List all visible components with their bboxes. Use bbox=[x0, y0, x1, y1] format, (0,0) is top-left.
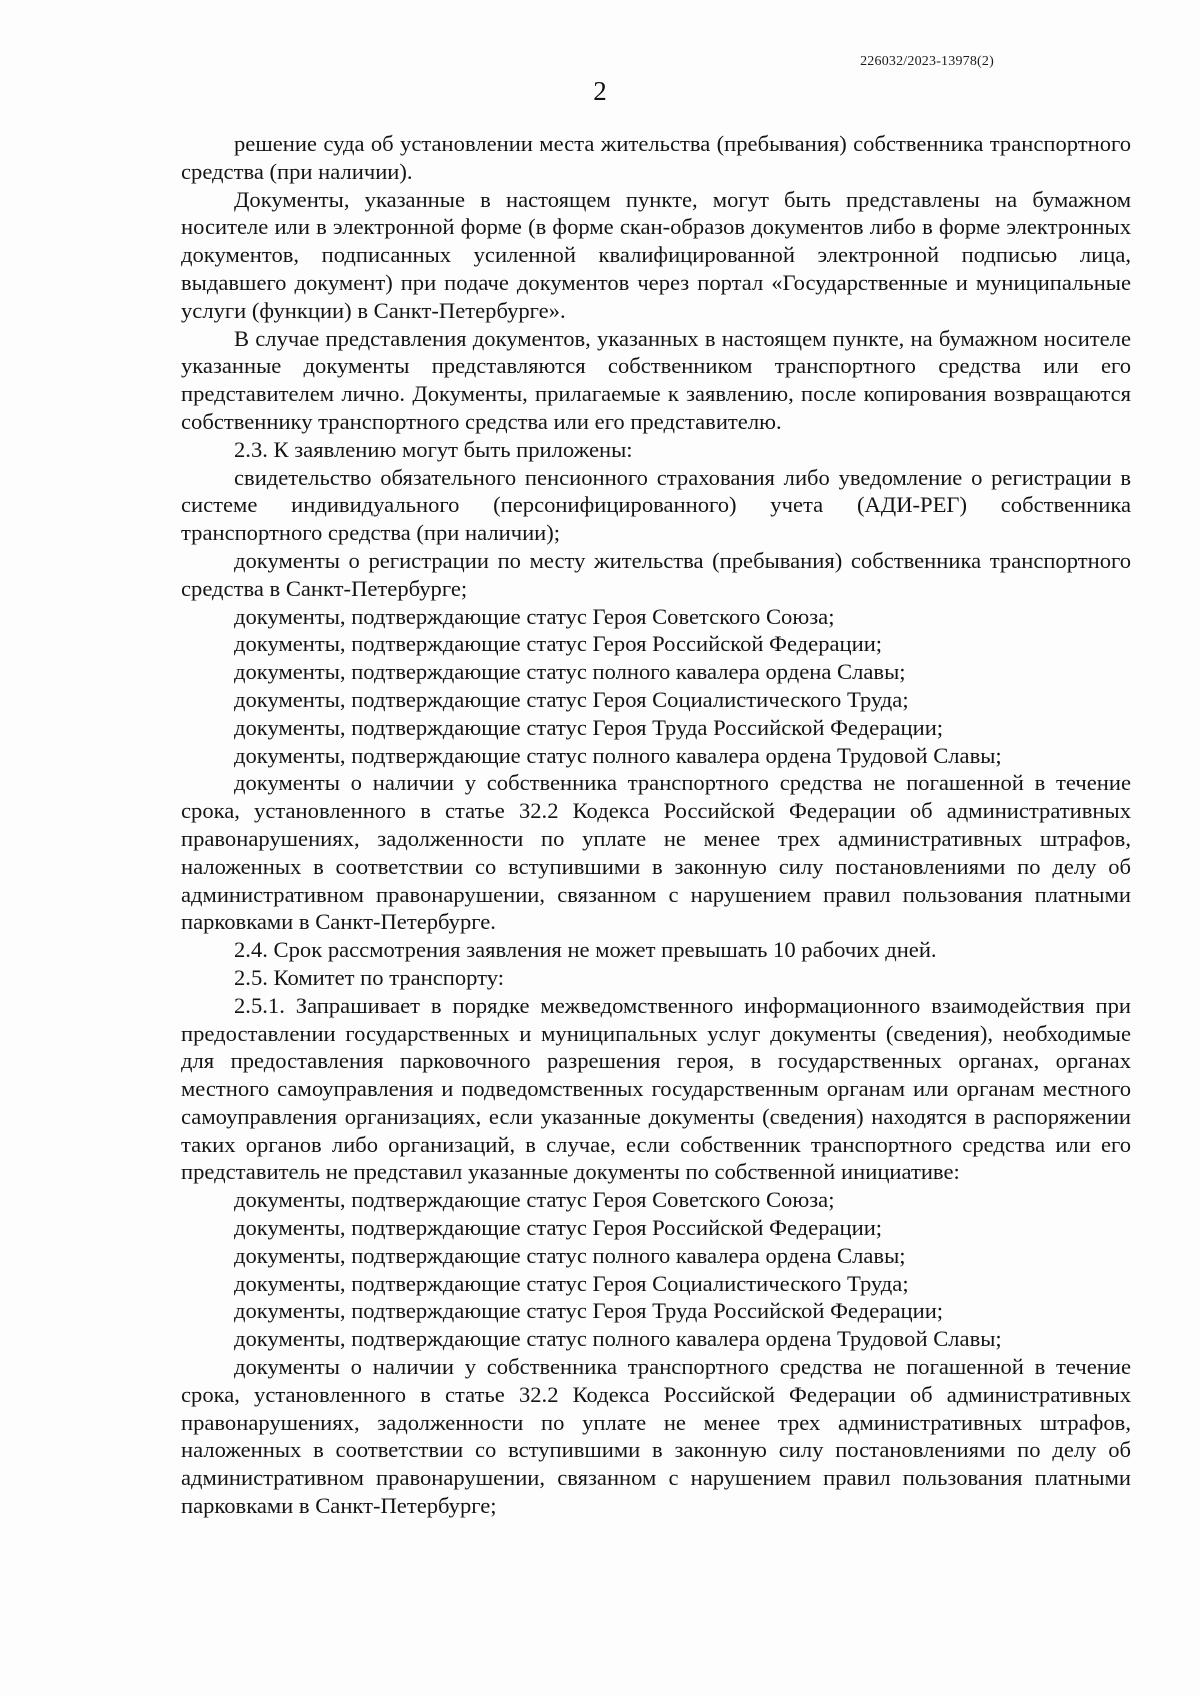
list-item: документы о наличии у собственника транспортного средства не погашенной в течение срока, установленного в статье 32.2 Кодекса Российской Федерации об административных правонарушениях, задолженности по уплате не менее трех административных штрафов, наложенных в соответствии со вступившими в законную силу постановлениями по делу об административном правонарушении, связанном с нарушением правил пользования платными парковками в Санкт-Петербурге. bbox=[181, 770, 1131, 935]
section-heading: 2.3. К заявлению могут быть приложены: bbox=[234, 436, 633, 462]
list-item: документы, подтверждающие статус полного кавалера ордена Трудовой Славы; bbox=[234, 742, 1002, 768]
list-item: свидетельство обязательного пенсионного страхования либо уведомление о регистрации в системе индивидуального (персонифицированного) учета (АДИ-РЕГ) собственника транспортного средства (при наличии); bbox=[181, 464, 1131, 546]
section-heading: 2.4. Срок рассмотрения заявления не может превышать 10 рабочих дней. bbox=[234, 937, 937, 963]
list-item: документы, подтверждающие статус Героя Социалистического Труда; bbox=[234, 686, 909, 712]
page-number: 2 bbox=[593, 76, 607, 106]
list-item: документы, подтверждающие статус полного кавалера ордена Славы; bbox=[234, 659, 906, 685]
document-body bbox=[181, 130, 1131, 1520]
list-item: документы, подтверждающие статус Героя Советского Союза; bbox=[234, 1187, 835, 1213]
list-item: документы, подтверждающие статус полного кавалера ордена Славы; bbox=[234, 1242, 906, 1268]
paragraph: В случае представления документов, указанных в настоящем пункте, на бумажном носителе указанные документы представляются собственником транспортного средства или его представителем лично. Документы, прилагаемые к заявлению, после копирования возвращаются собственнику транспортного средства или его представителю. bbox=[181, 325, 1131, 434]
list-item: документы, подтверждающие статус Героя Советского Союза; bbox=[234, 603, 835, 629]
paragraph: 2.5.1. Запрашивает в порядке межведомственного информационного взаимодействия при предоставлении государственных и муниципальных услуг документы (сведения), необходимые для предоставления парковочного разрешения героя, в государственных органах, органах местного самоуправления и подведомственных государственным органам или органам местного самоуправления организациях, если указанные документы (сведения) находятся в распоряжении таких органов либо организаций, в случае, если собственник транспортного средства или его представитель не представил указанные документы по собственной инициативе: bbox=[181, 992, 1131, 1185]
list-item: документы, подтверждающие статус Героя Труда Российской Федерации; bbox=[234, 714, 944, 740]
list-item: документы, подтверждающие статус Героя Российской Федерации; bbox=[234, 631, 883, 657]
list-item: документы, подтверждающие статус Героя Социалистического Труда; bbox=[234, 1270, 909, 1296]
section-heading: 2.5. Комитет по транспорту: bbox=[234, 964, 505, 990]
list-item: документы, подтверждающие статус полного кавалера ордена Трудовой Славы; bbox=[234, 1326, 1002, 1352]
paragraph: решение суда об установлении места жительства (пребывания) собственника транспортного средства (при наличии). bbox=[181, 131, 1131, 184]
list-item: документы, подтверждающие статус Героя Труда Российской Федерации; bbox=[234, 1298, 944, 1324]
paragraph: Документы, указанные в настоящем пункте, могут быть представлены на бумажном носителе или в электронной форме (в форме скан-образов документов либо в форме электронных документов, подписанных усиленной квалифицированной электронной подписью лица, выдавшего документ) при подаче документов через портал «Государственные и муниципальные услуги (функции) в Санкт-Петербурге». bbox=[181, 186, 1131, 323]
list-item: документы, подтверждающие статус Героя Российской Федерации; bbox=[234, 1215, 883, 1241]
list-item: документы о наличии у собственника транспортного средства не погашенной в течение срока, установленного в статье 32.2 Кодекса Российской Федерации об административных правонарушениях, задолженности по уплате не менее трех административных штрафов, наложенных в соответствии со вступившими в законную силу постановлениями по делу об административном правонарушении, связанном с нарушением правил пользования платными парковками в Санкт-Петербурге; bbox=[181, 1354, 1131, 1519]
document-id: 226032/2023-13978(2) bbox=[860, 54, 994, 69]
list-item: документы о регистрации по месту жительства (пребывания) собственника транспортного средства в Санкт-Петербурге; bbox=[181, 547, 1131, 601]
